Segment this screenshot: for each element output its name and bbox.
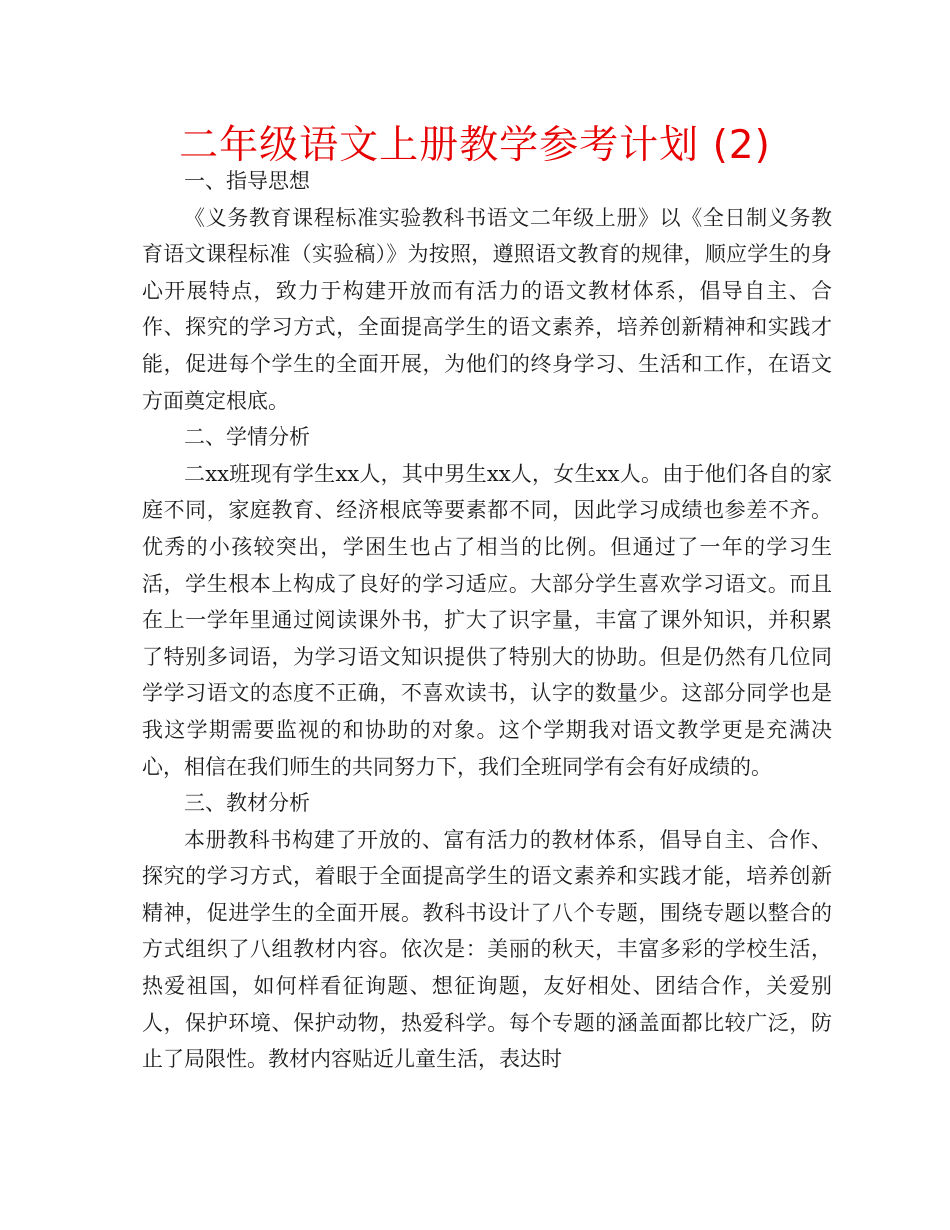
section-paragraph-student-analysis: 二xx班现有学生xx人，其中男生xx人，女生xx人。由于他们各自的家庭不同，家庭教育、经济根底等要素都不同，因此学习成绩也参差不齐。优秀的小孩较突出，学困生也占了相当的比例。但通过了一年的学习生活，学生根本上构成了良好的学习适应。大部分学生喜欢学习语文。而且在上一学年里通过阅读课外书，扩大了识字量，丰富了课外知识，并积累了特别多词语，为学习语文知识提供了特别大的协助。但是仍然有几位同学学习语文的态度不正确，不喜欢读书，认字的数量少。这部分同学也是我这学期需要监视的和协助的对象。这个学期我对语文教学更是充满决心，相信在我们师生的共同努力下，我们全班同学有会有好成绩的。 [142, 461, 832, 779]
document-title: 二年级语文上册教学参考计划 (2) [179, 123, 771, 168]
section-paragraph-guiding-ideology: 《义务教育课程标准实验教科书语文二年级上册》以《全日制义务教育语文课程标准（实验稿）》为按照，遵照语文教育的规律，顺应学生的身心开展特点，致力于构建开放而有活力的语文教材体系，倡导自主、合作、探究的学习方式，全面提高学生的语文素养，培养创新精神和实践才能，促进每个学生的全面开展，为他们的终身学习、生活和工作，在语文方面奠定根底。 [142, 205, 832, 413]
section-heading-textbook-analysis: 三、教材分析 [184, 791, 310, 816]
section-paragraph-textbook-analysis: 本册教科书构建了开放的、富有活力的教材体系，倡导自主、合作、探究的学习方式，着眼于全面提高学生的语文素养和实践才能，培养创新精神，促进学生的全面开展。教科书设计了八个专题，围绕专题以整合的方式组织了八组教材内容。依次是：美丽的秋天，丰富多彩的学校生活，热爱祖国，如何样看征询题、想征询题，友好相处、团结合作，关爱别人，保护环境、保护动物，热爱科学。每个专题的涵盖面都比较广泛，防止了局限性。教材内容贴近儿童生活，表达时 [142, 827, 832, 1072]
section-heading-student-analysis: 二、学情分析 [184, 425, 310, 450]
section-heading-guiding-ideology: 一、指导思想 [184, 169, 310, 193]
document-body [142, 163, 832, 1078]
